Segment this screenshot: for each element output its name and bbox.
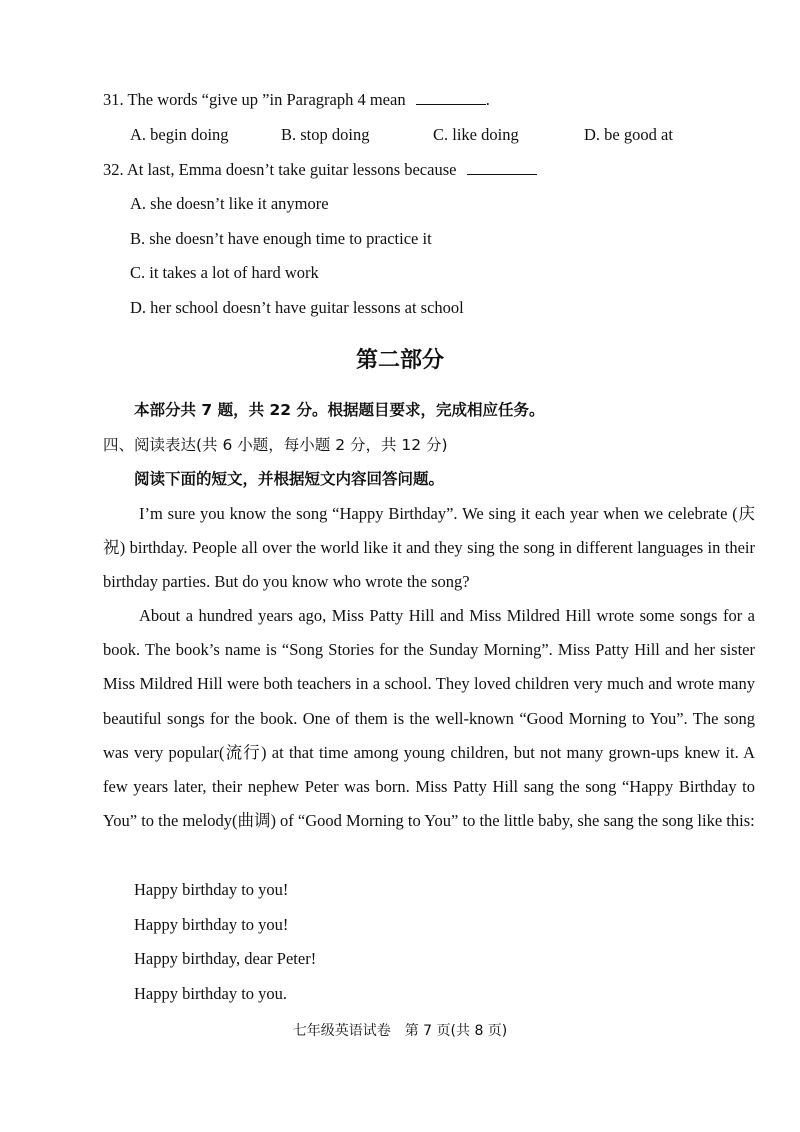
q32-option-c: C. it takes a lot of hard work [130, 263, 319, 282]
answer-blank-31[interactable] [416, 90, 486, 105]
song-line-3: Happy birthday, dear Peter! [134, 949, 317, 968]
passage-paragraph-1: I’m sure you know the song “Happy Birthday”. We sing it each year when we celebrate (庆祝) birthday. People all over the world like it and they sing the song in different languages in their birthday parties. But do you know who wrote the song? [103, 504, 755, 592]
part-two-intro: 本部分共 7 题，共 22 分。根据题目要求，完成相应任务。 [134, 401, 545, 419]
question-31 [103, 89, 490, 111]
q31-option-a: A. begin doing [130, 125, 229, 144]
song-line-2: Happy birthday to you! [134, 915, 289, 934]
question-32-stem: 32. At last, Emma doesn’t take guitar lessons because [103, 160, 457, 179]
part-two-title: 第二部分 [355, 348, 444, 373]
passage-paragraph-2: About a hundred years ago, Miss Patty Hill and Miss Mildred Hill wrote some songs for a book. The book’s name is “Song Stories for the Sunday Morning”. Miss Patty Hill and her sister Miss Mildred Hill were both teachers in a school. They loved children very much and wrote many beautiful songs for the book. One of them is the well-known “Good Morning to You”. The song was very popular(流行) at that time among young children, but not many grown-ups knew it. A few years later, their nephew Peter was born. Miss Patty Hill sang the song “Happy Birthday to You” to the melody(曲调) of “Good Morning to You” to the little baby, she sang the song like this: [103, 606, 755, 831]
section-heading: 四、阅读表达(共 6 小题，每小题 2 分，共 12 分) [103, 436, 448, 454]
q32-option-a: A. she doesn’t like it anymore [130, 194, 329, 213]
q31-option-c: C. like doing [433, 125, 519, 144]
q32-option-b: B. she doesn’t have enough time to practice it [130, 229, 432, 248]
question-32 [103, 159, 537, 181]
song-line-1: Happy birthday to you! [134, 880, 289, 899]
q31-option-d: D. be good at [584, 125, 673, 144]
q31-option-b: B. stop doing [281, 125, 370, 144]
answer-blank-32[interactable] [467, 160, 537, 175]
song-line-4: Happy birthday to you. [134, 984, 288, 1003]
q32-option-d: D. her school doesn’t have guitar lessons at school [130, 298, 464, 317]
question-31-stem: 31. The words “give up ”in Paragraph 4 mean [103, 90, 406, 109]
reading-instruction: 阅读下面的短文，并根据短文内容回答问题。 [134, 470, 445, 488]
page-footer: 七年级英语试卷 第 7 页(共 8 页) [292, 1023, 508, 1039]
question-31-end: . [485, 90, 490, 109]
